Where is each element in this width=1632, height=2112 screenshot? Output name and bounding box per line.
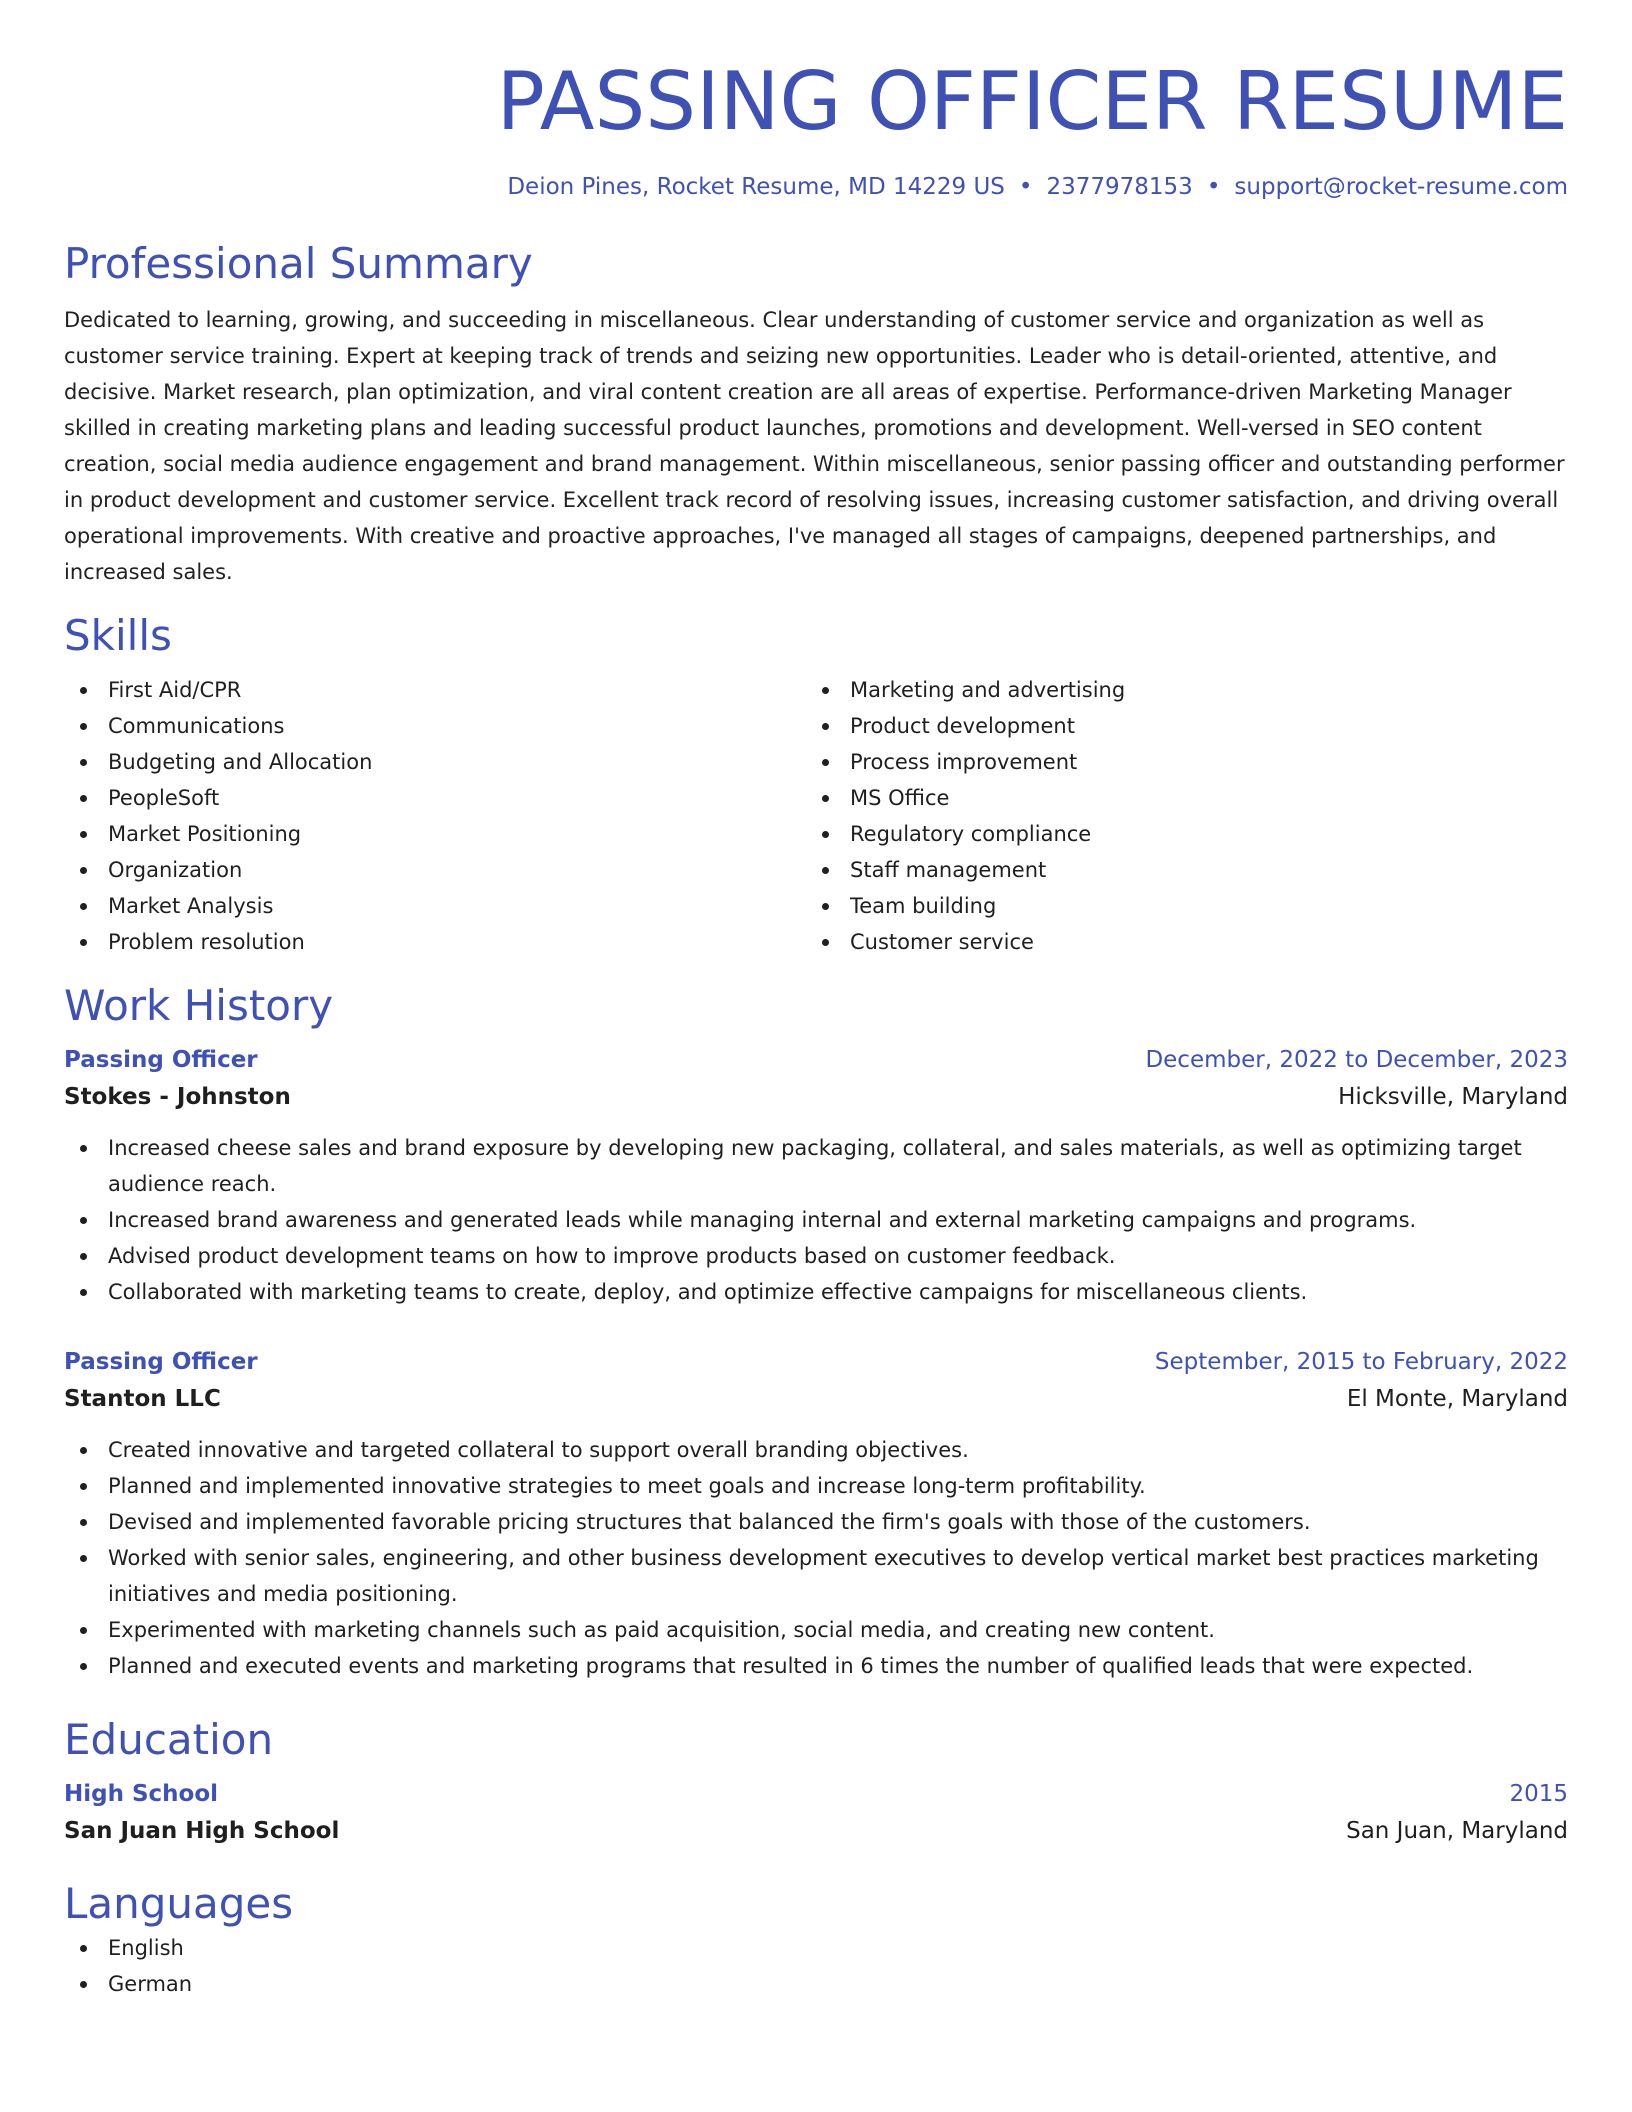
job-entry	[64, 1042, 1568, 1310]
skills-grid	[64, 672, 1568, 960]
job-bullet: Collaborated with marketing teams to create, deploy, and optimize effective campaigns for miscellaneous clients.	[64, 1274, 1568, 1310]
skill-item: MS Office	[806, 780, 1548, 816]
education-entry	[64, 1776, 1568, 1850]
education-school: San Juan High School	[64, 1818, 340, 1844]
education-degree: High School	[64, 1781, 219, 1807]
skills-heading: Skills	[64, 611, 172, 660]
job-title: Passing Officer	[64, 1047, 258, 1073]
job-company: Stokes - Johnston	[64, 1084, 291, 1110]
job-entry	[64, 1344, 1568, 1684]
contact-email[interactable]: support@rocket-resume.com	[1234, 174, 1568, 200]
language-item: English	[64, 1930, 1568, 1966]
skill-item: Team building	[806, 888, 1548, 924]
job-dates: December, 2022 to December, 2023	[1145, 1047, 1568, 1073]
contact-separator: •	[1018, 174, 1033, 200]
skill-item: Process improvement	[806, 744, 1548, 780]
job-location: El Monte, Maryland	[1346, 1386, 1568, 1412]
job-bullets	[64, 1130, 1568, 1310]
skill-item: Marketing and advertising	[806, 672, 1548, 708]
job-company-row	[64, 1078, 1568, 1116]
contact-address: Deion Pines, Rocket Resume, MD 14229 US	[507, 174, 1005, 200]
job-title: Passing Officer	[64, 1349, 258, 1375]
education-location: San Juan, Maryland	[1346, 1818, 1568, 1844]
education-header-row	[64, 1776, 1568, 1812]
job-header-row	[64, 1042, 1568, 1078]
job-bullet: Planned and implemented innovative strategies to meet goals and increase long-term profitability.	[64, 1468, 1568, 1504]
resume-title: PASSING OFFICER RESUME	[496, 55, 1568, 148]
contact-line	[64, 172, 1568, 202]
job-header-row	[64, 1344, 1568, 1380]
job-bullet: Increased cheese sales and brand exposure by developing new packaging, collateral, and sales materials, as well as optimizing target audience reach.	[64, 1130, 1568, 1202]
skill-item: PeopleSoft	[64, 780, 806, 816]
skill-item: Customer service	[806, 924, 1548, 960]
job-bullet: Experimented with marketing channels such as paid acquisition, social media, and creating new content.	[64, 1612, 1568, 1648]
education-school-row	[64, 1812, 1568, 1850]
languages-heading: Languages	[64, 1879, 294, 1928]
job-company-row	[64, 1380, 1568, 1418]
education-heading: Education	[64, 1715, 274, 1764]
job-bullet: Devised and implemented favorable pricing structures that balanced the firm's goals with those of the customers.	[64, 1504, 1568, 1540]
skill-item: Communications	[64, 708, 806, 744]
job-dates: September, 2015 to February, 2022	[1154, 1349, 1568, 1375]
contact-phone: 2377978153	[1046, 174, 1193, 200]
resume-page	[64, 0, 1568, 2002]
skill-item: Regulatory compliance	[806, 816, 1548, 852]
education-year: 2015	[1509, 1781, 1568, 1807]
skills-column-left	[64, 672, 806, 960]
skill-item: Product development	[806, 708, 1548, 744]
skill-item: First Aid/CPR	[64, 672, 806, 708]
job-location: Hicksville, Maryland	[1338, 1084, 1568, 1110]
job-bullet: Increased brand awareness and generated leads while managing internal and external marketing campaigns and programs.	[64, 1202, 1568, 1238]
work-history-heading: Work History	[64, 981, 334, 1030]
skills-column-right	[806, 672, 1548, 960]
job-bullet: Worked with senior sales, engineering, and other business development executives to develop vertical market best practices marketing initiatives and media positioning.	[64, 1540, 1568, 1612]
summary-text: Dedicated to learning, growing, and succeeding in miscellaneous. Clear understanding of customer service and organization as well as customer service training. Expert at keeping track of trends and seizing new opportunities. Leader who is detail-oriented, attentive, and decisive. Market research, plan optimization, and viral content creation are all areas of expertise. Performance-driven Marketing Manager skilled in creating marketing plans and leading successful product launches, promotions and development. Well-versed in SEO content creation, social media audience engagement and brand management. Within miscellaneous, senior passing officer and outstanding performer in product development and customer service. Excellent track record of resolving issues, increasing customer satisfaction, and driving overall operational improvements. With creative and proactive approaches, I've managed all stages of campaigns, deepened partnerships, and increased sales.	[64, 308, 1565, 584]
skill-item: Budgeting and Allocation	[64, 744, 806, 780]
summary-heading: Professional Summary	[64, 239, 533, 288]
skill-item: Problem resolution	[64, 924, 806, 960]
languages-list	[64, 1930, 1568, 2002]
contact-separator: •	[1206, 174, 1221, 200]
language-item: German	[64, 1966, 1568, 2002]
skill-item: Market Analysis	[64, 888, 806, 924]
job-bullet: Created innovative and targeted collateral to support overall branding objectives.	[64, 1432, 1568, 1468]
job-bullet: Advised product development teams on how to improve products based on customer feedback.	[64, 1238, 1568, 1274]
job-company: Stanton LLC	[64, 1386, 221, 1412]
job-bullets	[64, 1432, 1568, 1684]
skill-item: Market Positioning	[64, 816, 806, 852]
skill-item: Organization	[64, 852, 806, 888]
skill-item: Staff management	[806, 852, 1548, 888]
job-bullet: Planned and executed events and marketing programs that resulted in 6 times the number of qualified leads that were expected.	[64, 1648, 1568, 1684]
